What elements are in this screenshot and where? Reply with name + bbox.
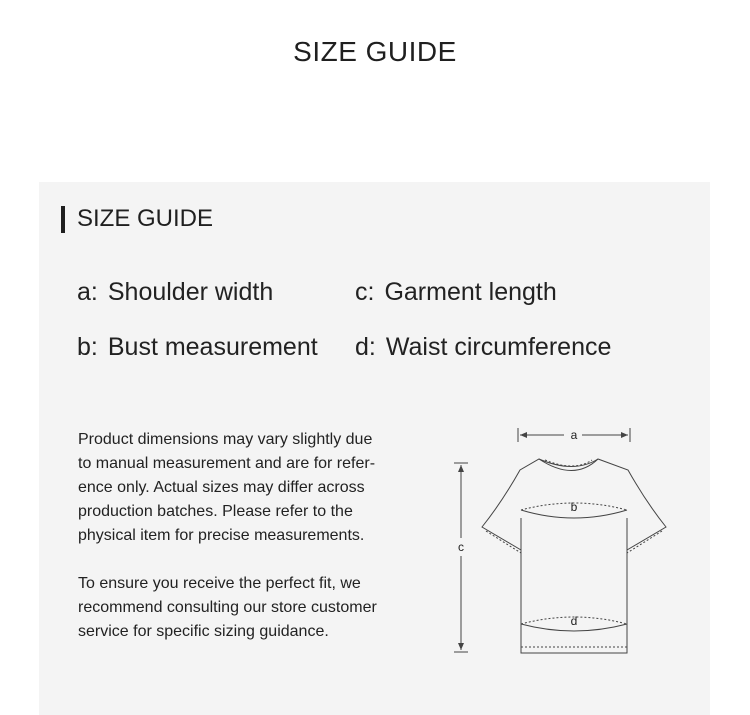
label-d: d — [570, 614, 578, 628]
size-guide-panel — [39, 182, 710, 715]
label-c: c — [458, 540, 464, 554]
legend-bust-measurement — [77, 333, 318, 362]
section-accent-bar — [61, 206, 65, 233]
section-title: SIZE GUIDE — [77, 205, 214, 232]
legend-label-c: Garment length — [384, 278, 557, 306]
section-header — [61, 205, 213, 233]
legend-label-a: Shoulder width — [107, 278, 274, 306]
customer-service-note: To ensure you receive the perfect fit, we recommend consulting our store customer service for specific sizing guidance. — [78, 575, 377, 640]
legend-shoulder-width — [77, 278, 273, 307]
page-title: SIZE GUIDE — [293, 36, 457, 67]
legend-key-b: b: — [77, 333, 98, 361]
tshirt-diagram — [441, 422, 681, 667]
legend-label-d: Waist circumference — [385, 333, 612, 361]
t-shirt-outline-icon — [441, 422, 681, 662]
legend-key-d: d: — [355, 333, 376, 361]
legend-key-a: a: — [77, 278, 98, 306]
legend-waist-circumference — [355, 333, 611, 362]
label-b: b — [570, 500, 578, 514]
measurement-disclaimer: Product dimensions may vary slightly due to manual measurement and are for refer- ence only. Actual sizes may differ across production batches. Please refer to the physical item for precise measurements. — [78, 431, 376, 544]
legend-label-b: Bust measurement — [107, 333, 318, 361]
legend-garment-length — [355, 278, 557, 307]
label-a: a — [570, 428, 578, 442]
legend-key-c: c: — [355, 278, 375, 306]
